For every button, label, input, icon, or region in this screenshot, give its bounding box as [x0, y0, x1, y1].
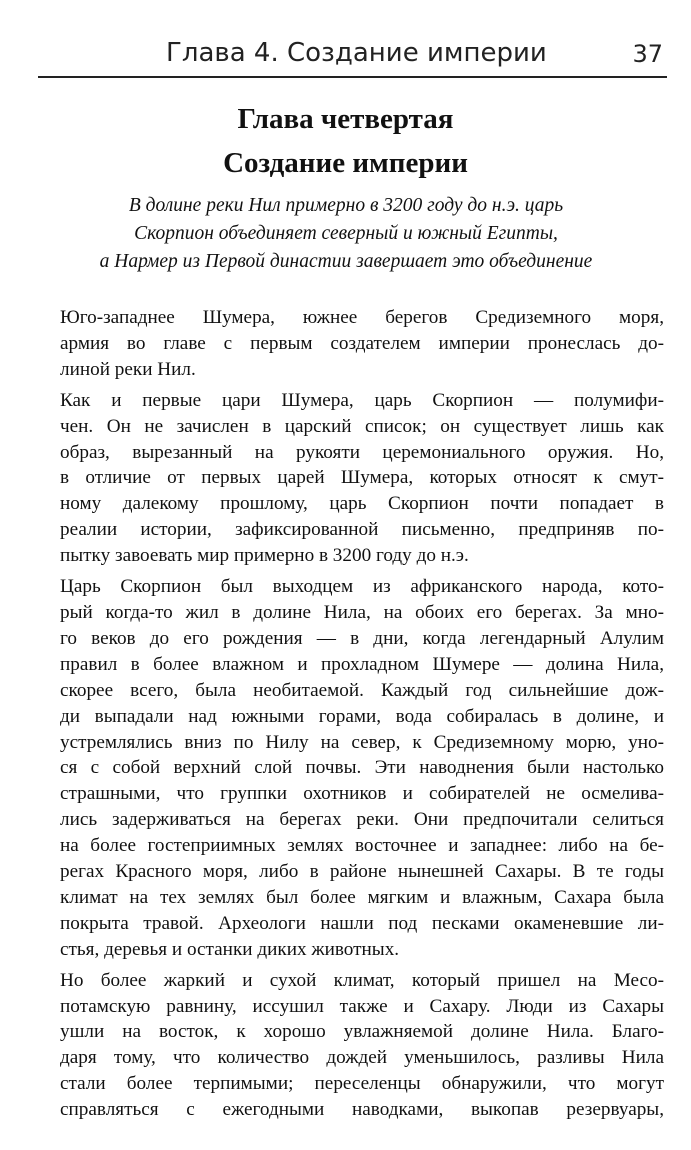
text-line: даря тому, что количество дождей уменьшилось, разливы Нила [60, 1047, 664, 1069]
text-line: Как и первые цари Шумера, царь Скорпион — полумифи- [60, 389, 664, 411]
epigraph-line: В долине реки Нил примерно в 3200 году до н.э. царь [128, 195, 564, 216]
text-line: образ, вырезанный на рукояти церемониального оружия. Но, [60, 441, 664, 463]
text-line: го веков до его рождения — в дни, когда легендарный Алулим [60, 627, 664, 649]
paragraph [60, 305, 664, 383]
running-head-title: Глава 4. Создание империи [166, 38, 547, 68]
chapter-label: Глава четвертая [237, 103, 454, 135]
paragraph [60, 574, 664, 963]
text-line: армия во главе с первым создателем империи пронеслась до- [60, 332, 664, 354]
epigraph-line: Скорпион объединяет северный и южный Египты, [134, 223, 558, 244]
text-line: ся с собой верхний слой почвы. Эти наводнения были настолько [60, 757, 664, 779]
body-text [60, 305, 664, 1128]
text-line: страшными, что группки охотников и собирателей не осмелива- [60, 783, 664, 805]
page-number: 37 [632, 40, 663, 68]
text-line: рый когда-то жил в долине Нила, на обоих его берегах. За мно- [60, 601, 664, 623]
text-line: на более гостеприимных землях восточнее и западнее: либо на бе- [60, 835, 664, 857]
text-line: справляться с ежегодными наводками, выкопав резервуары, [60, 1099, 664, 1121]
text-line: покрыта травой. Археологи нашли под песками окаменевшие ли- [60, 912, 664, 934]
text-line: чен. Он не зачислен в царский список; он существует лишь как [60, 415, 664, 437]
text-line: правил в более влажном и прохладном Шумере — долина Нила, [60, 653, 664, 675]
chapter-title: Создание империи [223, 147, 468, 179]
text-line: Но более жаркий и сухой климат, который пришел на Месо- [60, 969, 664, 991]
text-line: стья, деревья и останки диких животных. [60, 938, 400, 960]
text-line: ди выпадали над южными горами, вода собиралась в долине, и [60, 705, 664, 727]
text-line: стали более терпимыми; переселенцы обнаружили, что могут [60, 1073, 664, 1095]
text-line: скорее всего, была необитаемой. Каждый год сильнейшие дож- [60, 679, 664, 701]
text-line: регах Красного моря, либо в районе нынешней Сахары. В те годы [60, 861, 664, 883]
paragraph [60, 968, 664, 1123]
text-line: лись задерживаться на берегах реки. Они предпочитали селиться [60, 809, 664, 831]
text-line: реалии истории, зафиксированной письменно, предприняв по- [60, 519, 664, 541]
text-line: ному далекому прошлому, царь Скорпион почти попадает в [60, 493, 664, 515]
text-line: линой реки Нил. [60, 358, 196, 380]
text-line: климат на тех землях был более мягким и влажным, Сахара была [60, 886, 664, 908]
text-line: пытку завоевать мир примерно в 3200 году до н.э. [60, 545, 469, 567]
text-line: в отличие от первых царей Шумера, которых относят к смут- [60, 467, 664, 489]
text-line: ушли на восток, к хорошо увлажняемой долине Нила. Благо- [60, 1021, 664, 1043]
text-line: Юго-западнее Шумера, южнее берегов Средиземного моря, [60, 307, 664, 328]
epigraph [40, 192, 652, 276]
paragraph [60, 388, 664, 569]
text-line: потамскую равнину, иссушил также и Сахару. Люди из Сахары [60, 995, 664, 1017]
running-head [38, 36, 667, 78]
text-line: устремлялись вниз по Нилу на север, к Средиземному морю, уно- [60, 731, 664, 753]
epigraph-line: а Нармер из Первой династии завершает это объединение [99, 251, 593, 272]
text-line: Царь Скорпион был выходцем из африканского народа, кото- [60, 576, 664, 598]
